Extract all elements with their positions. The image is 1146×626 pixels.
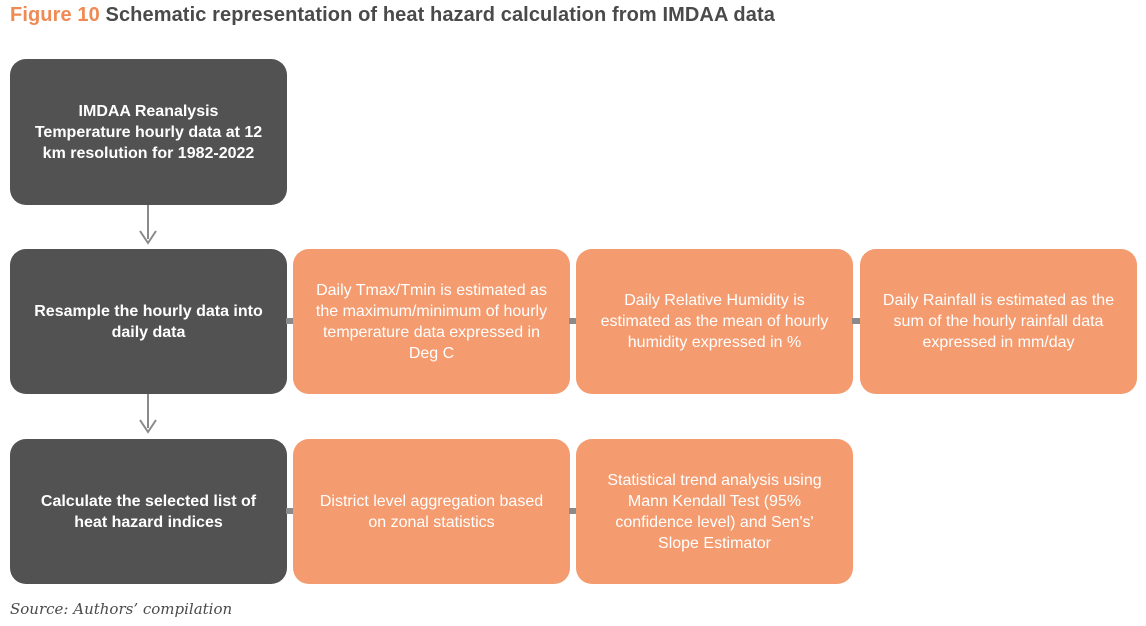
figure-title-text: Schematic representation of heat hazard calculation from IMDAA data: [105, 4, 775, 26]
resample-box: [10, 249, 287, 394]
arrow-down-1: [138, 205, 158, 249]
tmax-tmin-label: Daily Tmax/Tmin is estimated as the maximum/minimum of hourly temperature data expressed in Deg C: [315, 281, 548, 362]
district-aggregation-label: District level aggregation based on zonal statistics: [319, 492, 544, 531]
calculate-indices-label: Calculate the selected list of heat hazard indices: [40, 492, 257, 531]
tmax-tmin-box: [293, 249, 570, 394]
district-aggregation-box: [293, 439, 570, 584]
arrow-down-2: [138, 394, 158, 438]
resample-label: Resample the hourly data into daily data: [34, 302, 263, 341]
humidity-box: [576, 249, 853, 394]
source-data-box: [10, 59, 287, 205]
figure-title: [10, 4, 775, 27]
calculate-indices-box: [10, 439, 287, 584]
trend-analysis-label: Statistical trend analysis using Mann Kendall Test (95% confidence level) and Sen's' Slope Estimator: [607, 471, 822, 552]
rainfall-box: [860, 249, 1137, 394]
connector-line: [852, 318, 860, 324]
source-note: Source: Authors’ compilation: [10, 600, 233, 618]
humidity-label: Daily Relative Humidity is estimated as the mean of hourly humidity expressed in %: [600, 292, 829, 351]
trend-analysis-box: [576, 439, 853, 584]
figure-label: Figure 10: [10, 4, 100, 26]
source-data-label: IMDAA Reanalysis Temperature hourly data at 12 km resolution for 1982-2022: [34, 102, 263, 162]
rainfall-label: Daily Rainfall is estimated as the sum of the hourly rainfall data expressed in mm/day: [882, 292, 1115, 351]
